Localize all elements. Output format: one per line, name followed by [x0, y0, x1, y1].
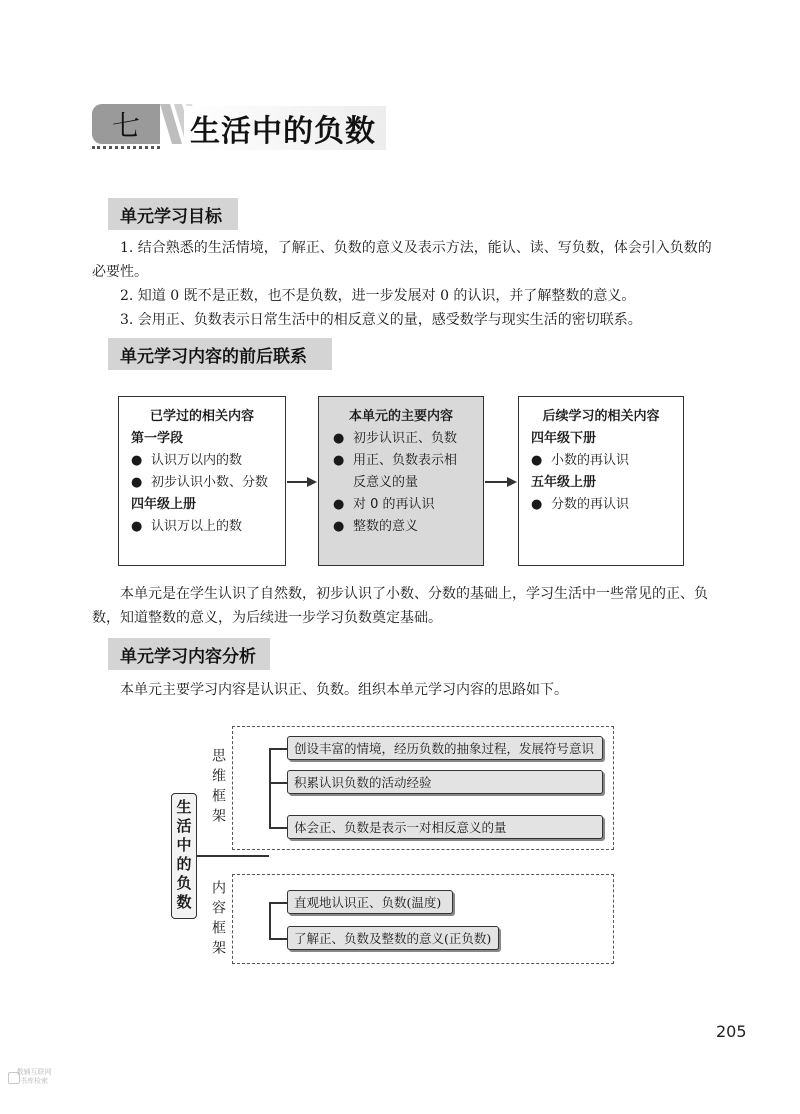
page-number: 205: [716, 1022, 747, 1041]
content-item: 直观地认识正、负数(温度): [287, 890, 453, 914]
connector-line: [197, 855, 269, 857]
main-title: 本单元的主要内容: [348, 409, 453, 424]
connector-line: [269, 748, 287, 750]
section-heading-goals: 单元学习目标: [108, 198, 238, 230]
connector-line: [269, 748, 271, 828]
section-heading-relation: 单元学习内容的前后联系: [108, 338, 332, 370]
later-item: ● 小数的再认识: [531, 450, 671, 472]
watermark-line: 教辅互联网: [16, 1068, 52, 1076]
flow-arrow: [485, 481, 515, 483]
thinking-item: 创设丰富的情境，经历负数的抽象过程，发展符号意识: [287, 736, 603, 760]
chapter-title: 生活中的负数: [184, 106, 386, 150]
later-content-box: [518, 396, 684, 566]
later-group-1: 四年级下册: [531, 431, 597, 446]
connector-line: [269, 782, 287, 784]
flow-arrow: [287, 481, 315, 483]
main-item: ● 对 0 的再认识: [333, 494, 469, 516]
content-frame-label: 内容框架: [210, 880, 226, 960]
later-item: ● 分数的再认识: [531, 494, 671, 516]
thinking-frame-label: 思维框架: [210, 748, 226, 828]
watermark: [6, 1068, 62, 1086]
prior-group-1: 第一学段: [131, 431, 184, 446]
main-item: ● 用正、负数表示相反意义的量: [333, 450, 469, 494]
later-group-2: 五年级上册: [531, 475, 597, 490]
thinking-item: 积累认识负数的活动经验: [287, 770, 603, 794]
chapter-number: 七: [111, 109, 140, 142]
content-frame: [232, 874, 614, 964]
connector-line: [269, 902, 287, 904]
chapter-dots: [92, 146, 160, 149]
prior-item: ● 认识万以上的数: [131, 516, 273, 538]
thinking-item: 体会正、负数是表示一对相反意义的量: [287, 815, 603, 839]
goal-1: 1. 结合熟悉的生活情境，了解正、负数的意义及表示方法，能认、读、写负数，体会引入负数的必要性。: [92, 240, 712, 280]
prior-content-box: [118, 396, 286, 566]
later-title: 后续学习的相关内容: [542, 409, 660, 424]
chapter-number-badge: [92, 104, 160, 144]
mindmap-root: 生活中的负数: [171, 793, 197, 919]
prior-item: ● 初步认识小数、分数: [131, 472, 273, 494]
prior-item: ● 认识万以内的数: [131, 450, 273, 472]
goal-3: 3. 会用正、负数表示日常生活中的相反意义的量，感受数学与现实生活的密切联系。: [120, 312, 642, 328]
relation-paragraph: 本单元是在学生认识了自然数，初步认识了小数、分数的基础上，学习生活中一些常见的正、负数，知道整数的意义，为后续进一步学习负数奠定基础。: [92, 586, 708, 626]
main-content-box: [318, 396, 484, 566]
prior-group-2: 四年级上册: [131, 497, 197, 512]
goal-2: 2. 知道 0 既不是正数，也不是负数，进一步发展对 0 的认识，并了解整数的意义。: [120, 288, 636, 304]
main-item: ● 整数的意义: [333, 516, 469, 538]
connector-line: [269, 902, 271, 938]
main-item: ● 初步认识正、负数: [333, 428, 469, 450]
section-heading-analysis: 单元学习内容分析: [108, 638, 270, 670]
content-item: 了解正、负数及整数的意义(正负数): [287, 926, 499, 950]
watermark-line: 书库检索: [20, 1077, 48, 1085]
connector-line: [269, 938, 287, 940]
analysis-paragraph: 本单元主要学习内容是认识正、负数。组织本单元学习内容的思路如下。: [120, 682, 568, 698]
connector-line: [269, 827, 287, 829]
prior-title: 已学过的相关内容: [149, 409, 254, 424]
